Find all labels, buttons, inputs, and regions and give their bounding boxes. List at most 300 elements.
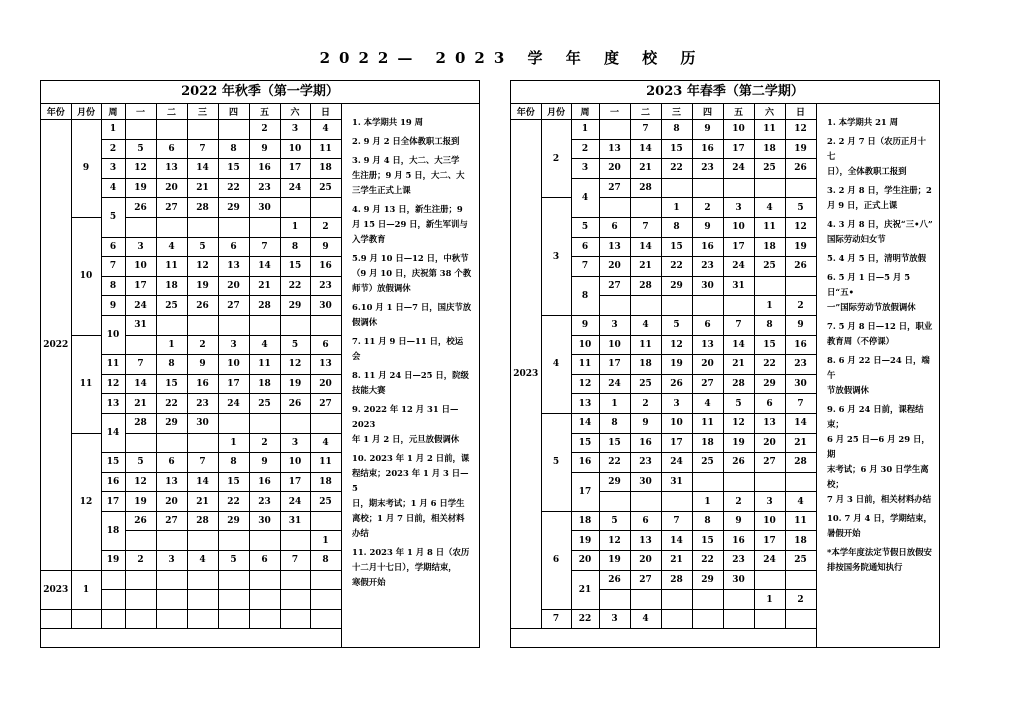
day-cell: 2 (125, 551, 156, 571)
day-cell: 25 (310, 178, 341, 198)
column-header: 年份 (511, 103, 541, 120)
day-cell: 21 (630, 159, 661, 179)
empty-cell (187, 570, 218, 590)
fall-semester-panel (40, 80, 480, 648)
column-header: 周 (101, 103, 125, 120)
day-cell: 11 (692, 413, 723, 433)
day-cell: 4 (249, 335, 280, 355)
day-cell: 23 (249, 178, 280, 198)
column-header: 月份 (541, 103, 571, 120)
month-cell: 11 (71, 335, 101, 433)
month-cell: 1 (71, 570, 101, 609)
day-cell: 26 (785, 159, 816, 179)
day-cell: 5 (599, 511, 630, 531)
empty-cell (280, 590, 310, 610)
day-cell: 6 (156, 453, 187, 473)
day-cell (187, 531, 218, 551)
day-cell: 29 (218, 198, 249, 218)
day-cell: 27 (156, 198, 187, 218)
day-cell: 26 (723, 453, 754, 473)
day-cell: 23 (310, 276, 341, 296)
day-cell: 20 (156, 178, 187, 198)
day-cell (630, 492, 661, 512)
day-cell: 27 (754, 453, 785, 473)
day-cell: 19 (125, 178, 156, 198)
month-cell: 6 (541, 511, 571, 609)
header-row (511, 103, 816, 120)
column-header: 日 (310, 103, 341, 120)
day-cell: 14 (187, 472, 218, 492)
day-cell: 21 (249, 276, 280, 296)
week-number-cell: 14 (101, 413, 125, 452)
column-header: 六 (754, 103, 785, 120)
week-number-cell: 2 (571, 139, 599, 159)
day-cell: 29 (692, 570, 723, 590)
spring-notes (816, 103, 939, 647)
note-item: 4. 9 月 13 日，新生注册；9 月 15 日—29 日，新生军训与 入学教育 (352, 204, 468, 244)
day-cell: 17 (723, 139, 754, 159)
day-cell: 30 (785, 374, 816, 394)
day-cell: 4 (310, 433, 341, 453)
day-cell: 6 (754, 394, 785, 414)
column-header: 三 (187, 103, 218, 120)
week-number-cell: 1 (101, 120, 125, 140)
day-cell: 25 (156, 296, 187, 316)
week-number-cell: 18 (571, 511, 599, 531)
day-cell: 19 (280, 374, 310, 394)
day-cell (661, 590, 692, 610)
week-row (511, 609, 816, 629)
day-cell: 9 (249, 453, 280, 473)
day-cell: 11 (310, 453, 341, 473)
day-cell (599, 198, 630, 218)
day-cell: 15 (156, 374, 187, 394)
day-cell: 11 (754, 217, 785, 237)
note-item: *本学年度法定节假日放假安 排按国务院通知执行 (827, 547, 932, 572)
day-cell (785, 178, 816, 198)
column-header: 月份 (71, 103, 101, 120)
day-cell: 18 (754, 139, 785, 159)
day-cell (156, 433, 187, 453)
day-cell (310, 198, 341, 218)
day-cell: 9 (723, 511, 754, 531)
day-cell: 17 (125, 276, 156, 296)
day-cell: 15 (218, 159, 249, 179)
empty-cell (71, 609, 101, 629)
day-cell: 11 (785, 511, 816, 531)
day-cell: 20 (599, 159, 630, 179)
day-cell: 12 (661, 335, 692, 355)
day-cell: 20 (218, 276, 249, 296)
day-cell (218, 315, 249, 335)
note-item: 5.9 月 10 日—12 日，中秋节 （9 月 10 日，庆祝第 38 个教 师节）放假调休 (352, 253, 472, 293)
day-cell: 3 (125, 237, 156, 257)
day-cell (785, 570, 816, 590)
week-number-cell: 2 (101, 139, 125, 159)
day-cell: 26 (280, 394, 310, 414)
day-cell: 5 (187, 237, 218, 257)
fall-semester-heading: 2022 年秋季（第一学期） (41, 81, 479, 104)
day-cell: 12 (125, 159, 156, 179)
day-cell: 4 (785, 492, 816, 512)
day-cell (692, 178, 723, 198)
month-cell: 10 (71, 217, 101, 335)
day-cell: 14 (125, 374, 156, 394)
column-header: 二 (156, 103, 187, 120)
week-number-cell: 7 (571, 257, 599, 277)
day-cell: 19 (785, 237, 816, 257)
month-cell: 5 (541, 413, 571, 511)
week-number-cell: 18 (101, 511, 125, 550)
day-cell: 5 (723, 394, 754, 414)
day-cell: 31 (661, 472, 692, 492)
week-number-cell: 10 (571, 335, 599, 355)
day-cell (280, 198, 310, 218)
day-cell: 23 (785, 355, 816, 375)
week-number-cell: 21 (571, 570, 599, 609)
day-cell: 27 (310, 394, 341, 414)
day-cell: 7 (630, 217, 661, 237)
day-cell: 25 (785, 551, 816, 571)
week-number-cell: 3 (571, 159, 599, 179)
day-cell: 8 (661, 120, 692, 140)
day-cell: 12 (187, 257, 218, 277)
day-cell: 21 (785, 433, 816, 453)
day-cell (785, 472, 816, 492)
day-cell: 27 (218, 296, 249, 316)
day-cell: 1 (599, 394, 630, 414)
day-cell: 21 (723, 355, 754, 375)
day-cell: 29 (218, 511, 249, 531)
day-cell: 22 (599, 453, 630, 473)
day-cell: 6 (599, 217, 630, 237)
day-cell: 13 (754, 413, 785, 433)
day-cell: 6 (310, 335, 341, 355)
note-item: 3. 9 月 4 日，大二、大三学 生注册；9 月 5 日，大二、大 三学生正式上课 (352, 155, 465, 195)
day-cell: 3 (599, 315, 630, 335)
day-cell (249, 217, 280, 237)
day-cell: 24 (661, 453, 692, 473)
week-number-cell: 16 (101, 472, 125, 492)
day-cell: 27 (692, 374, 723, 394)
note-item: 7. 11 月 9 日—11 日，校运 会 (352, 336, 464, 361)
week-number-cell: 8 (571, 276, 599, 315)
day-cell: 21 (187, 492, 218, 512)
day-cell: 3 (599, 609, 630, 629)
day-cell (754, 472, 785, 492)
day-cell: 1 (661, 198, 692, 218)
day-cell: 30 (723, 570, 754, 590)
day-cell: 10 (754, 511, 785, 531)
day-cell: 16 (249, 159, 280, 179)
month-cell: 9 (71, 120, 101, 218)
week-number-cell: 19 (101, 551, 125, 571)
week-row (511, 413, 816, 433)
day-cell (249, 413, 280, 433)
day-cell: 31 (125, 315, 156, 335)
day-cell: 7 (785, 394, 816, 414)
day-cell: 18 (785, 531, 816, 551)
day-cell (310, 511, 341, 531)
column-header: 一 (599, 103, 630, 120)
week-number-cell: 15 (101, 453, 125, 473)
day-cell: 3 (723, 198, 754, 218)
day-cell: 24 (754, 551, 785, 571)
day-cell: 28 (661, 570, 692, 590)
day-cell: 3 (156, 551, 187, 571)
day-cell: 7 (187, 139, 218, 159)
day-cell: 12 (280, 355, 310, 375)
day-cell: 20 (599, 257, 630, 277)
day-cell: 13 (692, 335, 723, 355)
spring-calendar-table (511, 103, 817, 629)
day-cell: 12 (599, 531, 630, 551)
day-cell: 4 (187, 551, 218, 571)
note-item: 6.10 月 1 日—7 日，国庆节放 假调休 (352, 302, 472, 327)
week-number-cell: 4 (101, 178, 125, 198)
day-cell: 20 (692, 355, 723, 375)
empty-cell (156, 590, 187, 610)
day-cell: 30 (310, 296, 341, 316)
column-header: 一 (125, 103, 156, 120)
day-cell: 4 (692, 394, 723, 414)
week-number-cell: 22 (571, 609, 599, 629)
week-number-cell: 20 (571, 551, 599, 571)
empty-cell (101, 590, 125, 610)
note-item: 7. 5 月 8 日—12 日，职业 教育周（不停课） (827, 321, 933, 346)
day-cell: 5 (785, 198, 816, 218)
day-cell: 14 (785, 413, 816, 433)
week-number-cell: 15 (571, 433, 599, 453)
day-cell: 29 (280, 296, 310, 316)
day-cell: 9 (249, 139, 280, 159)
day-cell: 16 (310, 257, 341, 277)
week-number-cell: 9 (101, 296, 125, 316)
day-cell: 14 (723, 335, 754, 355)
day-cell: 2 (310, 217, 341, 237)
day-cell (125, 531, 156, 551)
column-header: 二 (630, 103, 661, 120)
day-cell (125, 217, 156, 237)
day-cell: 16 (249, 472, 280, 492)
spring-semester-heading: 2023 年春季（第二学期） (511, 81, 939, 104)
day-cell: 8 (692, 511, 723, 531)
week-number-cell: 9 (571, 315, 599, 335)
day-cell (785, 609, 816, 629)
week-row (41, 217, 341, 237)
day-cell: 29 (156, 413, 187, 433)
week-row (511, 315, 816, 335)
day-cell: 4 (754, 198, 785, 218)
week-number-cell: 17 (571, 472, 599, 511)
day-cell: 22 (218, 178, 249, 198)
week-row (41, 335, 341, 355)
day-cell: 27 (599, 276, 630, 296)
day-cell: 24 (723, 159, 754, 179)
day-cell (661, 178, 692, 198)
day-cell: 15 (754, 335, 785, 355)
day-cell: 21 (661, 551, 692, 571)
day-cell (187, 315, 218, 335)
day-cell: 1 (754, 296, 785, 316)
day-cell: 7 (280, 551, 310, 571)
day-cell: 16 (785, 335, 816, 355)
day-cell: 24 (125, 296, 156, 316)
day-cell: 15 (692, 531, 723, 551)
day-cell: 12 (723, 413, 754, 433)
day-cell: 18 (156, 276, 187, 296)
day-cell: 2 (723, 492, 754, 512)
spring-semester-panel (510, 80, 940, 648)
year-cell: 2023 (41, 570, 71, 609)
day-cell: 18 (249, 374, 280, 394)
day-cell: 22 (661, 257, 692, 277)
day-cell (218, 217, 249, 237)
day-cell: 15 (218, 472, 249, 492)
day-cell (280, 531, 310, 551)
day-cell (280, 315, 310, 335)
day-cell: 9 (630, 413, 661, 433)
week-number-cell: 5 (571, 217, 599, 237)
empty-cell (101, 570, 125, 590)
day-cell: 3 (661, 394, 692, 414)
day-cell: 24 (280, 492, 310, 512)
empty-cell (156, 570, 187, 590)
day-cell (156, 120, 187, 140)
day-cell (187, 120, 218, 140)
month-cell: 7 (541, 609, 571, 629)
day-cell: 13 (599, 237, 630, 257)
week-number-cell: 16 (571, 453, 599, 473)
day-cell: 28 (187, 198, 218, 218)
empty-cell (218, 609, 249, 629)
week-row (511, 198, 816, 218)
day-cell (218, 413, 249, 433)
day-cell: 16 (187, 374, 218, 394)
day-cell: 8 (310, 551, 341, 571)
note-item: 10. 2023 年 1 月 2 日前，课 程结束；2023 年 1 月 3 日—5 日，期末考试；1 月 6 日学生 离校；1 月 7 日前，相关材料 办结 (352, 453, 470, 538)
day-cell: 3 (280, 120, 310, 140)
day-cell: 17 (754, 531, 785, 551)
day-cell: 11 (249, 355, 280, 375)
day-cell: 30 (249, 198, 280, 218)
day-cell (630, 590, 661, 610)
day-cell: 25 (692, 453, 723, 473)
week-row (41, 120, 341, 140)
day-cell (754, 178, 785, 198)
fall-notes (341, 103, 479, 647)
day-cell: 12 (785, 217, 816, 237)
day-cell: 10 (280, 139, 310, 159)
empty-cell (249, 609, 280, 629)
day-cell: 15 (280, 257, 310, 277)
week-row (511, 120, 816, 140)
note-item: 1. 本学期共 19 周 (352, 117, 424, 127)
day-cell: 18 (310, 472, 341, 492)
day-cell: 18 (754, 237, 785, 257)
day-cell: 28 (630, 276, 661, 296)
day-cell: 13 (599, 139, 630, 159)
day-cell: 13 (156, 159, 187, 179)
note-item: 10. 7 月 4 日，学期结束， 暑假开始 (827, 513, 932, 538)
day-cell: 9 (785, 315, 816, 335)
day-cell: 11 (754, 120, 785, 140)
day-cell: 5 (280, 335, 310, 355)
day-cell: 26 (187, 296, 218, 316)
day-cell: 19 (661, 355, 692, 375)
day-cell: 5 (218, 551, 249, 571)
note-item: 1. 本学期共 21 周 (827, 117, 899, 127)
note-item: 6. 5 月 1 日—5 月 5 日“五• 一”国际劳动节放假调休 (827, 272, 916, 312)
day-cell: 28 (723, 374, 754, 394)
day-cell: 15 (661, 139, 692, 159)
day-cell: 12 (125, 472, 156, 492)
day-cell: 8 (218, 139, 249, 159)
day-cell (692, 609, 723, 629)
week-number-cell: 14 (571, 413, 599, 433)
day-cell: 3 (218, 335, 249, 355)
day-cell: 13 (630, 531, 661, 551)
week-number-cell: 8 (101, 276, 125, 296)
note-item: 9. 2022 年 12 月 31 日—2023 年 1 月 2 日，元旦放假调休 (352, 404, 460, 444)
week-number-cell: 17 (101, 492, 125, 512)
note-item: 11. 2023 年 1 月 8 日（农历 十二月十七日），学期结束， 寒假开始 (352, 547, 470, 587)
empty-cell (310, 590, 341, 610)
day-cell: 2 (187, 335, 218, 355)
day-cell: 4 (156, 237, 187, 257)
week-number-cell: 6 (101, 237, 125, 257)
empty-cell (125, 570, 156, 590)
column-header: 六 (280, 103, 310, 120)
day-cell: 22 (156, 394, 187, 414)
column-header: 四 (692, 103, 723, 120)
day-cell: 23 (692, 257, 723, 277)
day-cell: 10 (218, 355, 249, 375)
day-cell (125, 120, 156, 140)
day-cell: 8 (156, 355, 187, 375)
day-cell (310, 315, 341, 335)
day-cell: 27 (599, 178, 630, 198)
day-cell: 10 (723, 120, 754, 140)
day-cell (692, 472, 723, 492)
day-cell: 14 (661, 531, 692, 551)
day-cell (125, 335, 156, 355)
week-number-cell: 3 (101, 159, 125, 179)
empty-cell (187, 609, 218, 629)
day-cell: 30 (692, 276, 723, 296)
day-cell: 7 (661, 511, 692, 531)
day-cell: 11 (156, 257, 187, 277)
day-cell: 10 (723, 217, 754, 237)
day-cell: 3 (754, 492, 785, 512)
day-cell: 23 (249, 492, 280, 512)
day-cell: 28 (249, 296, 280, 316)
day-cell (156, 315, 187, 335)
week-row (41, 570, 341, 590)
day-cell: 23 (723, 551, 754, 571)
day-cell: 18 (692, 433, 723, 453)
day-cell: 23 (630, 453, 661, 473)
day-cell: 14 (249, 257, 280, 277)
empty-cell (125, 590, 156, 610)
day-cell (661, 296, 692, 316)
year-cell: 2023 (511, 120, 541, 629)
day-cell: 16 (692, 139, 723, 159)
column-header: 四 (218, 103, 249, 120)
day-cell (630, 198, 661, 218)
week-row (41, 433, 341, 453)
day-cell: 6 (630, 511, 661, 531)
